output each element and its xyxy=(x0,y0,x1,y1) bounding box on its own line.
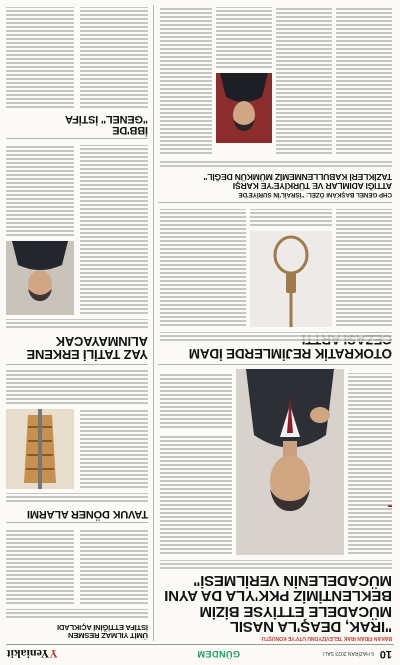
story7-headline-line1: İBB'DE xyxy=(112,124,148,136)
issue-date: 6 HAZİRAN 2023 SALI xyxy=(323,650,374,656)
story6-deck xyxy=(6,319,148,329)
story6-body-col1 xyxy=(80,145,148,315)
story6-headline-line2: ALINMAYACAK xyxy=(55,333,148,349)
story4-headline-line1: ÜMİT YILMAZ RESMEN xyxy=(68,631,148,640)
story4-body-col2 xyxy=(6,529,74,605)
story1-subhead-marker xyxy=(388,505,392,507)
story1-kicker: BAKAN FİDAN IRAK TELEVİZYONU UTV'YE KONUŞTU: xyxy=(260,635,392,641)
story7-headline-line2: "GENEL" İSTİFA xyxy=(65,112,148,125)
story7-body-col1 xyxy=(80,7,148,109)
story3-deck xyxy=(160,160,392,168)
story2-noose-photo xyxy=(250,231,332,327)
minister-image xyxy=(6,241,74,315)
doner-image xyxy=(6,409,74,489)
story3-body-col3 xyxy=(216,7,272,69)
column-divider xyxy=(153,5,154,641)
story1-body-col1 xyxy=(348,373,392,555)
section-label: GÜNDEM xyxy=(197,649,240,659)
story3-kicker: CHP GENEL BAŞKANI ÖZEL: "İSRAİL'İN SURİYE'DE xyxy=(238,191,392,198)
story6-headline xyxy=(6,335,148,362)
story3-body-col4 xyxy=(160,7,212,155)
story2-deck xyxy=(160,332,392,342)
story5-body-col2 xyxy=(6,369,148,405)
masthead-logo xyxy=(7,646,58,661)
noose-image xyxy=(250,231,332,327)
story3-headline-line2: TAZİKLERİ KABULLENMEMİZ MÜMKÜN DEĞİL" xyxy=(203,172,392,183)
story1-portrait-photo xyxy=(236,369,344,555)
story2-body-col1 xyxy=(336,209,392,327)
portrait-image xyxy=(236,369,344,555)
story2-headline: OTOKRATİK REJİMLERDE İDAM xyxy=(188,346,392,361)
story5-deck xyxy=(6,493,148,503)
story3-body-col2 xyxy=(276,7,332,155)
story1-bottom-rule xyxy=(158,364,392,365)
story1-headline-line3: BEKLENTİMİZ PKK'YLA DA AYNI xyxy=(164,587,392,605)
story6-portrait-photo xyxy=(6,241,74,315)
story5-body-col1 xyxy=(80,409,148,489)
story1-headline xyxy=(157,573,392,634)
story3-headline-line1: ATTIĞI ADIMLAR VE TÜRKİYE'YE KARŞI xyxy=(232,181,392,191)
story6-bottom-rule xyxy=(6,138,148,139)
story1-headline-line2: MÜCADELE ETTİYSE BİZİM xyxy=(199,602,392,620)
story5-doner-photo xyxy=(6,409,74,489)
story2-bottom-rule xyxy=(158,202,392,203)
story3-headline xyxy=(156,172,392,190)
story1-body-col3 xyxy=(160,435,232,555)
story1-headline-line4: MÜCADELENİN VERİLMESİ" xyxy=(193,572,392,590)
story6-body-col2 xyxy=(6,145,74,237)
logo-mark: Y xyxy=(49,647,58,661)
story6-headline-line1: YAZ TATİLİ ERKENE xyxy=(26,347,148,362)
story5-bottom-rule xyxy=(6,364,148,365)
story4-deck xyxy=(6,609,148,619)
story4-bottom-rule xyxy=(6,522,148,523)
story4-body-col1 xyxy=(80,529,148,605)
story4-headline xyxy=(6,624,148,639)
masthead-rule xyxy=(6,644,394,645)
story1-body-col3b xyxy=(160,373,232,429)
story7-headline xyxy=(6,113,148,135)
story7-body-col2 xyxy=(6,7,74,109)
story3-speaker-photo xyxy=(216,73,272,143)
story4-headline-line2: İSTİFA ETTİĞİNİ AÇIKLADI xyxy=(57,623,148,633)
story2-caption xyxy=(250,209,332,227)
story1-deck xyxy=(160,560,392,570)
story1-headline-line1: "IRAK, DEAŞ'LA NASIL xyxy=(230,618,392,635)
story3-body-col1 xyxy=(336,7,392,155)
story2-body-col3 xyxy=(160,209,246,327)
story5-headline: TAVUK DÖNER ALARMI xyxy=(27,508,148,520)
page-number: 10 xyxy=(379,648,392,660)
logo-text: Yeniakit xyxy=(6,647,50,661)
speaker-image xyxy=(216,73,272,143)
